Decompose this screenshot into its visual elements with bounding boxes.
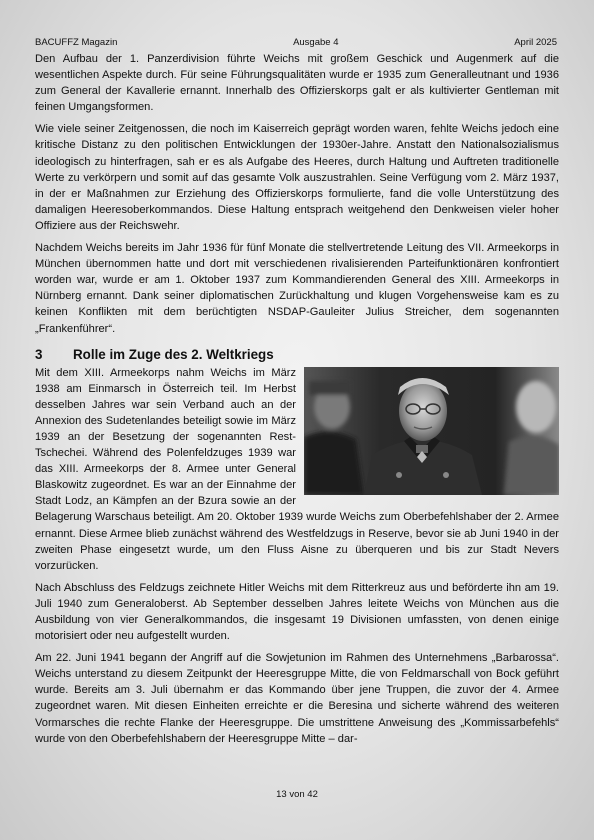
- page-number: 13 von 42: [276, 789, 318, 800]
- issue-number: Ausgabe 4: [293, 37, 339, 48]
- portrait-photo: [304, 367, 559, 495]
- paragraph: Nach Abschluss des Feldzugs zeichnete Hitler Weichs mit dem Ritterkreuz aus und beförderte ihn am 19. Juli 1940 zum Generaloberst. Ab September desselben Jahres leitete Weichs von München aus die Ausbildung von vier Generalkommandos, die insgesamt 19 Divisionen umfassten, von denen einige motorisiert oder neu aufgestellt wurden.: [35, 581, 559, 643]
- paragraph-text: Mit dem XIII. Armeekorps nahm Weichs im März 1938 am Einmarsch in Österreich teil. Im Herbst desselben Jahres war sein Verband auch an der Annexion des Sudetenlandes beteiligt sowie im März 1939 an der Besetzung der sogenannten Rest-Tschechei. Während des Polenfeldzuges 1939 war das XIII. Armeekorps der 8. Armee unter General Blaskowitz zugeordnet. Es war an der Einnahme der Stadt Lodz, an Kämpfen an der Bzura sowie an der Belagerung Warschaus beteiligt. Am 20. Oktober 1939 wurde Weichs zum Oberbefehlshaber der 2. Armee ernannt. Diese Armee blieb zunächst während des Westfeldzugs in Reserve, bevor sie ab Juni 1940 in der zweiten Phase eingesetzt wurde, um den Fluss Aisne zu überqueren und bis zur Stadt Nevers vorzurücken.: [35, 366, 559, 572]
- paragraph: [35, 365, 559, 574]
- section-heading: [35, 346, 559, 364]
- article-body: [35, 51, 559, 753]
- section-number: 3: [35, 346, 43, 362]
- page-header: [35, 37, 557, 48]
- paragraph: Nachdem Weichs bereits im Jahr 1936 für fünf Monate die stellvertretende Leitung des VII. Armeekorps in München übernommen hatte und dort mit verschiedenen rivalisierenden Parteifunktionären konfrontiert worden war, wurde er am 1. Oktober 1937 zum Kommandierenden General des XIII. Armeekorps in Nürnberg ernannt. Dank seiner diplomatischen Zurückhaltung und klugen Vorgehensweise kam es zu keinen Konflikten mit dem berüchtigten NSDAP-Gauleiter Julius Streicher, dem sogenannten „Frankenführer“.: [35, 242, 559, 335]
- paragraph: Am 22. Juni 1941 begann der Angriff auf die Sowjetunion im Rahmen des Unternehmens „Barbarossa“. Weichs unterstand zu diesem Zeitpunkt der Heeresgruppe Mitte, die von Feldmarschall von Bock geführt wurde. Bereits am 3. Juli übernahm er das Kommando über jene Truppen, die zuvor der 4. Armee zugeordnet waren. Mit diesen Einheiten erreichte er die Beresina und sicherte während des weiteren Vormarsches die rechte Flanke der Heeresgruppe. Die umstrittene Anweisung des „Kommissarbefehls“ wurde von den Oberbefehlshabern der Heeresgruppe Mitte – dar-: [35, 652, 559, 745]
- portrait-photo-drawing: [304, 367, 559, 495]
- paragraph: Den Aufbau der 1. Panzerdivision führte Weichs mit großem Geschick und Augenmerk auf die wesentlichen Aspekte durch. Für seine Führungsqualitäten wurde er 1935 zum Generalleutnant und 1936 zum General der Kavallerie ernannt. Innerhalb des Offizierskorps galt er als kultivierter Gentleman mit feinen Umgangsformen.: [35, 53, 559, 114]
- issue-date: April 2025: [514, 37, 557, 48]
- paragraph: Wie viele seiner Zeitgenossen, die noch im Kaiserreich geprägt worden waren, fehlte Weichs jedoch eine kritische Distanz zu den politischen Entwicklungen der 1930er-Jahre. Anstatt den Nationalsozialismus ideologisch zu hinterfragen, sah er es als Aufgabe des Heeres, durch Haltung und Auftreten traditionelle Werte zu verkörpern und somit auf das gesamte Volk auszustrahlen. Seine Verfügung vom 2. März 1937, in der er Maßnahmen zur Erziehung des Offizierskorps formulierte, fand die volle Unterstützung des damaligen Heeresoberkommandos. Diese Haltung entsprach weitgehend den Denkweisen vieler hoher Offiziere aus der Reichswehr.: [35, 123, 559, 232]
- section-title: Rolle im Zuge des 2. Weltkriegs: [73, 346, 274, 362]
- magazine-name: BACUFFZ Magazin: [35, 37, 118, 48]
